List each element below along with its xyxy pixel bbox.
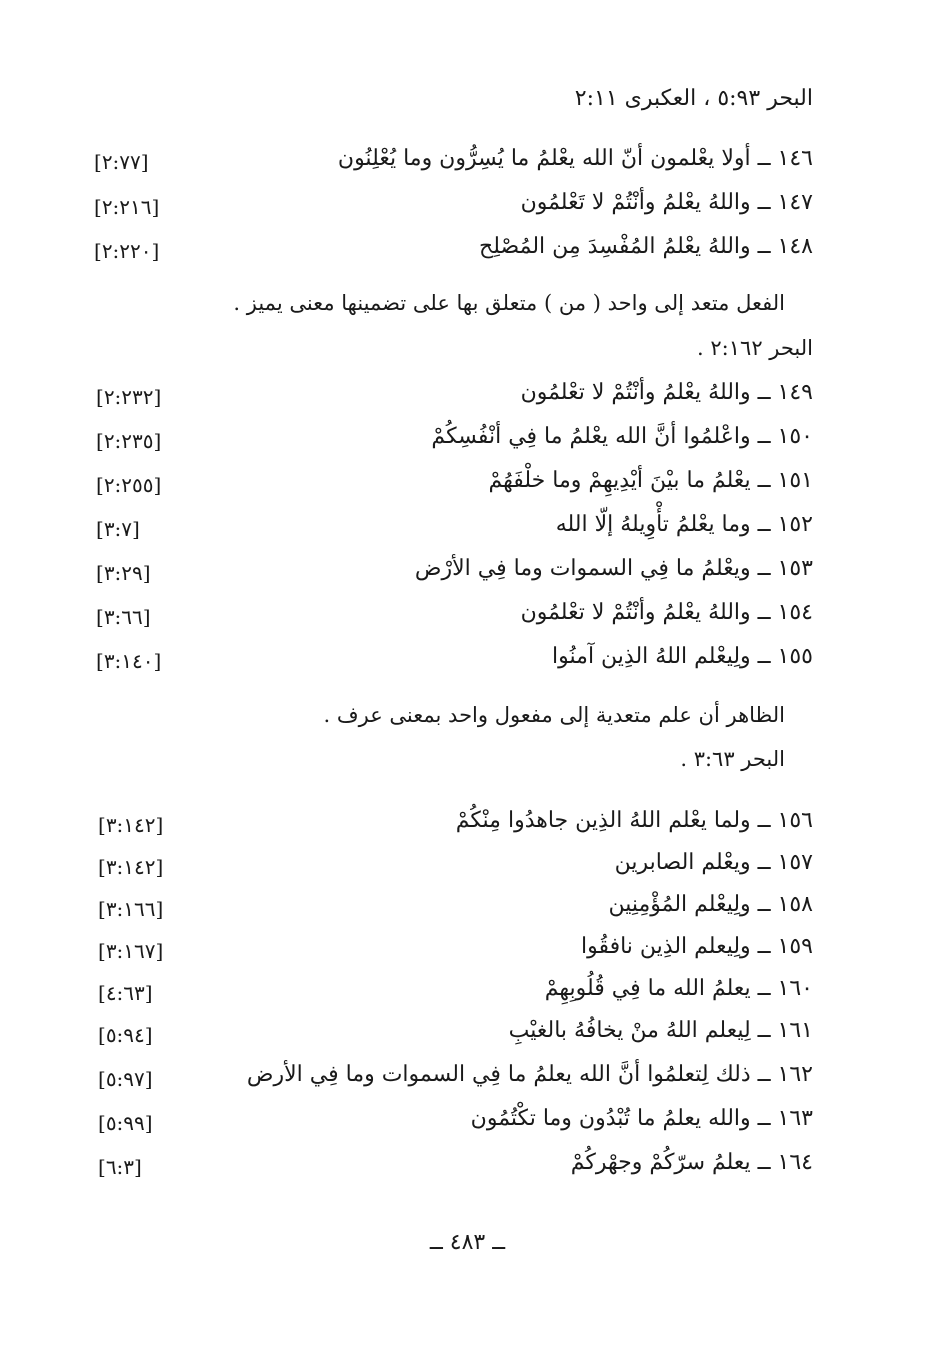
header-note: البحر ٥:٩٣ ، العكبرى ٢:١١ <box>574 86 813 111</box>
commentary-source: البحر ٢:١٦٢ . <box>697 336 813 360</box>
verse-reference: [٣:١٤٠] <box>96 649 162 673</box>
verse-reference: [٢:٢٣٢] <box>96 385 162 409</box>
verse-reference: [٤:٦٣] <box>98 981 153 1005</box>
verse-line: ١٥٨ ــ ولِيعْلم المُؤْمِنِين <box>608 892 813 917</box>
verse-reference: [٢:٢٢٠] <box>94 239 160 263</box>
verse-reference: [٣:٦٦] <box>96 605 151 629</box>
commentary-text: الفعل متعد إلى واحد ( من ) متعلق بها على تضمينها معنى يميز . <box>233 291 785 315</box>
verse-line: ١٦٢ ــ ذلك لِتعلمُوا أنَّ الله يعلمُ ما فِي السموات وما فِي الأرض <box>246 1062 813 1087</box>
verse-reference: [٣:١٦٦] <box>98 897 164 921</box>
page-number: ــ ٤٨٣ ــ <box>429 1230 506 1255</box>
verse-line: ١٦٤ ــ يعلمُ سرّكُمْ وجهْركُمْ <box>570 1150 813 1175</box>
verse-line: ١٦١ ــ لِيعلم اللهُ منْ يخافُهُ بالغيْبِ <box>508 1018 813 1043</box>
verse-reference: [٣:٢٩] <box>96 561 151 585</box>
verse-reference: [٥:٩٩] <box>98 1111 153 1135</box>
verse-reference: [٣:١٤٢] <box>98 855 164 879</box>
verse-reference: [٢:٢٥٥] <box>96 473 162 497</box>
verse-line: ١٤٧ ــ واللهُ يعْلمُ وأنْتُمْ لا تَعْلمُون <box>520 190 813 215</box>
verse-reference: [٣:٧] <box>96 517 140 541</box>
verse-line: ١٥١ ــ يعْلمُ ما بيْنَ أيْدِيهِمْ وما خلْفَهُمْ <box>488 468 813 493</box>
verse-reference: [٥:٩٧] <box>98 1067 153 1091</box>
verse-reference: [٢:٢٣٥] <box>96 429 162 453</box>
verse-line: ١٤٦ ــ أولا يعْلمون أنّ الله يعْلمُ ما يُسِرُّون وما يُعْلِنُون <box>337 146 813 171</box>
verse-reference: [٣:١٤٢] <box>98 813 164 837</box>
verse-line: ١٥٢ ــ وما يعْلمُ تأْوِيلهُ إلّا الله <box>555 512 813 537</box>
verse-line: ١٦٠ ــ يعلمُ الله ما فِي قُلُوبِهِمْ <box>544 976 813 1001</box>
verse-line: ١٥٥ ــ ولِيعْلم اللهُ الذِين آمنُوا <box>552 644 813 669</box>
verse-line: ١٥٤ ــ واللهُ يعْلمُ وأنْتُمْ لا تعْلمُون <box>520 600 813 625</box>
verse-line: ١٦٣ ــ والله يعلمُ ما تُبْدُون وما تكْتُمُون <box>470 1106 813 1131</box>
verse-line: ١٥٦ ــ ولما يعْلم اللهُ الذِين جاهدُوا مِنْكُمْ <box>455 808 813 833</box>
verse-line: ١٥٠ ــ واعْلمُوا أنَّ الله يعْلمُ ما فِي أنْفُسِكُمْ <box>431 424 813 449</box>
verse-line: ١٥٩ ــ ولِيعلم الذِين نافقُوا <box>580 934 813 959</box>
verse-reference: [٥:٩٤] <box>98 1023 153 1047</box>
verse-line: ١٤٩ ــ واللهُ يعْلمُ وأنْتُمْ لا تعْلمُون <box>520 380 813 405</box>
verse-reference: [٢:٧٧] <box>94 150 149 174</box>
verse-line: ١٥٧ ــ ويعْلم الصابرين <box>614 850 813 875</box>
verse-line: ١٥٣ ــ ويعْلمُ ما فِي السموات وما فِي الأرْض <box>414 556 813 581</box>
commentary-text: الظاهر أن علم متعدية إلى مفعول واحد بمعنى عرف . <box>323 703 785 727</box>
verse-reference: [٣:١٦٧] <box>98 939 164 963</box>
verse-line: ١٤٨ ــ واللهُ يعْلمُ المُفْسِدَ مِن المُصْلِح <box>479 234 813 259</box>
verse-reference: [٢:٢١٦] <box>94 195 160 219</box>
commentary-source: البحر ٣:٦٣ . <box>680 747 785 771</box>
verse-reference: [٦:٣] <box>98 1155 142 1179</box>
